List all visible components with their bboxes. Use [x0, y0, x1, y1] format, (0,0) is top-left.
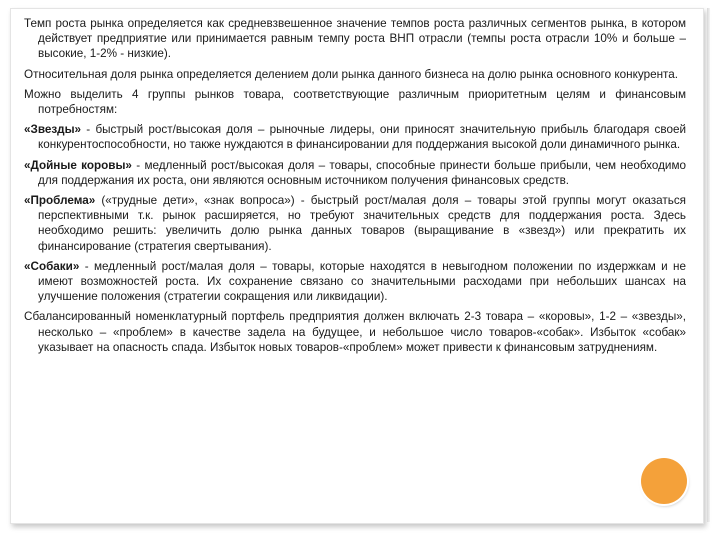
paragraph-text: - медленный рост/малая доля – товары, которые находятся в невыгодном положении по издержкам и не имеют возможностей роста. Их сохранение связано со значительными расходами при небольших шансах на улучшение положения (стратегии сокращения или ликвидации).	[38, 259, 686, 304]
paragraph-text: («трудные дети», «знак вопроса») - быстрый рост/малая доля – товары этой группы могут оказаться перспективными т.к. рынок расширяется, но требуют значительных средств для поддержания роста. Здесь необходимо решить: увеличить долю рынка данных товаров (выращивание в «звезд») или прекратить их финансирование (стратегия свертывания).	[38, 194, 686, 253]
paragraph-balanced-portfolio	[24, 309, 686, 355]
paragraph-text: Сбалансированный номенклатурный портфель предприятия должен включать 2-3 товара – «коровы», 1-2 – «звезды», несколько – «проблем» в качестве задела на будущее, и небольшое число товаров-«собак». Избыток «собак» указывает на опасность спада. Избыток новых товаров-«проблем» может привести к финансовым затруднениям.	[24, 310, 686, 354]
orange-circle-icon	[641, 458, 687, 504]
paragraph-relative-share	[24, 67, 686, 82]
term-stars: «Звезды»	[24, 123, 82, 137]
paragraph-text: Темп роста рынка определяется как средневзвешенное значение темпов роста различных сегментов рынка, в котором действует предприятие или принимается равным темпу роста ВНП отрасли (темпы роста отрасли 10% и больше – высокие, 1-2% - низкие).	[24, 17, 686, 61]
paragraph-text: - медленный рост/высокая доля – товары, способные принести больше прибыли, чем необходимо для поддержания их роста, они являются основным источником получения финансовых средств.	[38, 158, 686, 187]
term-cash-cows: «Дойные коровы»	[24, 158, 132, 172]
slide-text-body	[24, 16, 686, 360]
paragraph-text: Относительная доля рынка определяется делением доли рынка данного бизнеса на долю рынка основного конкурента.	[24, 67, 678, 81]
paragraph-problem	[24, 193, 686, 254]
paragraph-four-groups	[24, 87, 686, 117]
paragraph-text: Можно выделить 4 группы рынков товара, соответствующие различным приоритетным целям и финансовым потребностям:	[24, 87, 686, 117]
paragraph-market-growth	[24, 16, 686, 62]
paragraph-dogs	[24, 259, 686, 305]
paragraph-stars	[24, 122, 686, 152]
paragraph-cash-cows	[24, 158, 686, 188]
term-problem: «Проблема»	[24, 194, 96, 208]
term-dogs: «Собаки»	[24, 259, 80, 273]
slide-edge-divider	[707, 8, 710, 522]
paragraph-text: - быстрый рост/высокая доля – рыночные лидеры, они приносят значительную прибыль благодаря своей конкурентоспособности, но также нуждаются в финансировании для поддержания высокой доли динамичного рынка.	[38, 123, 686, 152]
